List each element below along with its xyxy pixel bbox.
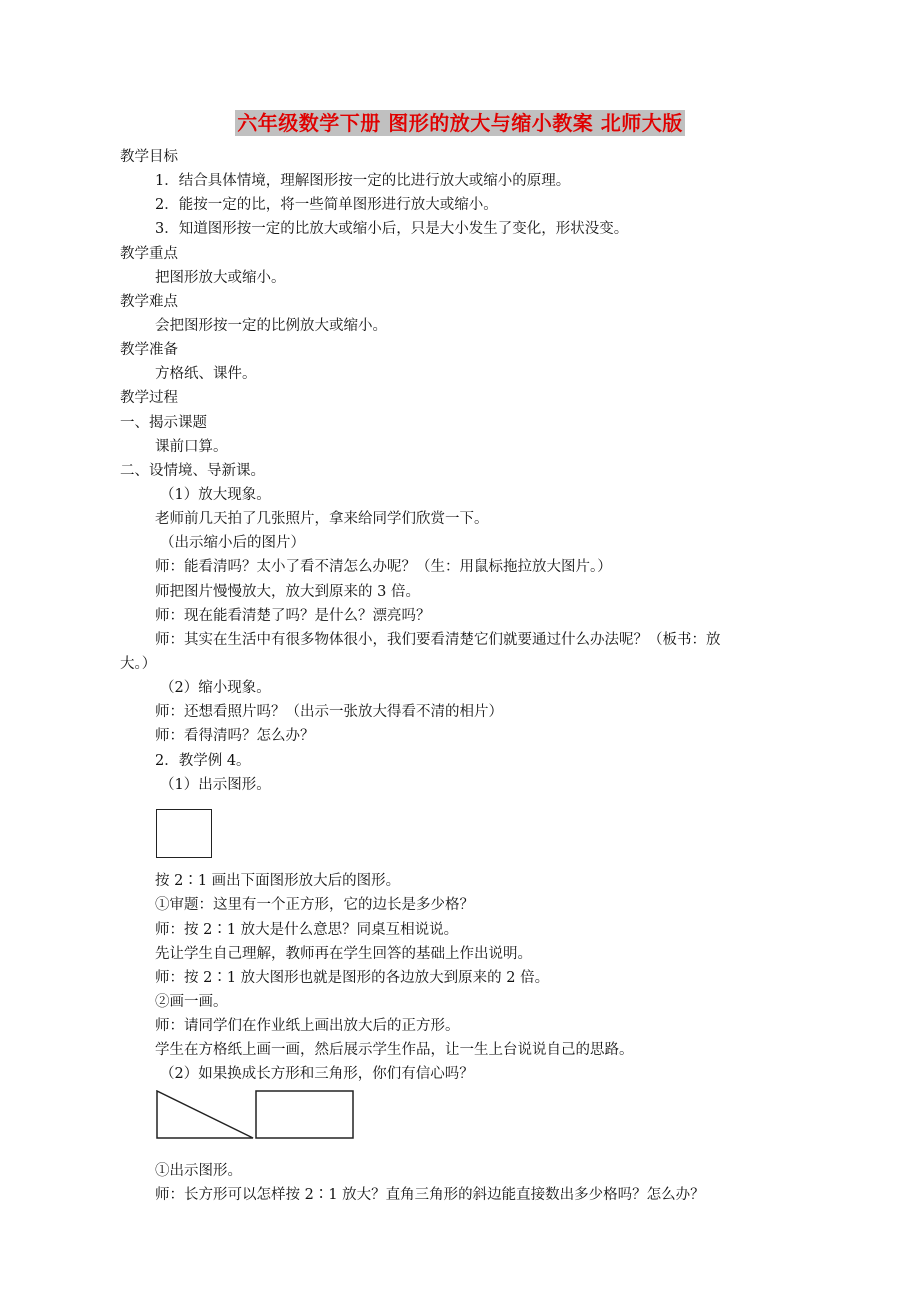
text-line: ①出示图形。 — [155, 1163, 242, 1180]
text-line: 一、揭示课题 — [120, 414, 207, 431]
text-line: 师：按 2∶1 放大是什么意思？同桌互相说说。 — [155, 921, 459, 938]
text-line: 按 2∶1 画出下面图形放大后的图形。 — [155, 873, 401, 890]
text-line: （2）如果换成长方形和三角形，你们有信心吗？ — [160, 1066, 474, 1083]
text-line: 师把图片慢慢放大，放大到原来的 3 倍。 — [155, 583, 420, 600]
text-line: 师：其实在生活中有很多物体很小，我们要看清楚它们就要通过什么办法呢？（板书：放 — [155, 631, 721, 648]
text-line: 师：现在能看清楚了吗？是什么？漂亮吗？ — [155, 607, 431, 624]
triangle-rectangle-figure — [120, 1087, 810, 1160]
text-line: 师：看得清吗？怎么办？ — [155, 728, 315, 745]
text-line: （1）出示图形。 — [160, 776, 271, 793]
text-line: 学生在方格纸上画一画，然后展示学生作品，让一生上台说说自己的思路。 — [155, 1042, 634, 1059]
triangle-and-rectangle-shapes — [156, 1090, 356, 1142]
text-line: 会把图形按一定的比例放大或缩小。 — [155, 317, 387, 334]
text-line: 1．结合具体情境，理解图形按一定的比进行放大或缩小的原理。 — [155, 173, 571, 190]
square-figure — [120, 797, 810, 870]
text-line: 师：请同学们在作业纸上画出放大后的正方形。 — [155, 1018, 460, 1035]
text-line: 2．教学例 4。 — [155, 752, 251, 769]
text-line: 3．知道图形按一定的比放大或缩小后，只是大小发生了变化，形状没变。 — [155, 221, 629, 238]
title-text: 六年级数学下册 图形的放大与缩小教案 北师大版 — [237, 111, 683, 135]
text-line: 2．能按一定的比，将一些简单图形进行放大或缩小。 — [155, 197, 498, 214]
text-line: 二、设情境、导新课。 — [120, 462, 265, 479]
square-shape — [156, 809, 212, 858]
text-line: 教学难点 — [120, 293, 178, 310]
text-line: 师：还想看照片吗？（出示一张放大得看不清的相片） — [155, 704, 503, 721]
text-line: 大。） — [120, 655, 157, 672]
text-line: 先让学生自己理解，教师再在学生回答的基础上作出说明。 — [155, 945, 532, 962]
text-line: 方格纸、课件。 — [155, 366, 257, 383]
text-line: （1）放大现象。 — [160, 486, 271, 503]
text-line: 教学重点 — [120, 245, 178, 262]
text-line: 师：长方形可以怎样按 2∶1 放大？直角三角形的斜边能直接数出多少格吗？怎么办？ — [155, 1187, 705, 1204]
rectangle-shape — [256, 1091, 353, 1138]
right-triangle-shape — [157, 1091, 253, 1138]
text-line: 师：按 2∶1 放大图形也就是图形的各边放大到原来的 2 倍。 — [155, 969, 550, 986]
document-body — [120, 145, 810, 1207]
text-line: 把图形放大或缩小。 — [155, 269, 286, 286]
text-line: （出示缩小后的图片） — [160, 535, 305, 552]
text-line: 师：能看清吗？太小了看不清怎么办呢？（生：用鼠标拖拉放大图片。） — [155, 559, 612, 576]
text-line: （2）缩小现象。 — [160, 680, 271, 697]
text-line: ①审题：这里有一个正方形，它的边长是多少格？ — [155, 897, 474, 914]
text-line: 老师前几天拍了几张照片，拿来给同学们欣赏一下。 — [155, 511, 489, 528]
text-line: 教学准备 — [120, 342, 178, 359]
text-line: ②画一画。 — [155, 994, 228, 1010]
text-line: 教学目标 — [120, 149, 178, 165]
text-line: 教学过程 — [120, 390, 178, 407]
text-line: 课前口算。 — [155, 438, 228, 455]
document-title — [0, 107, 920, 136]
